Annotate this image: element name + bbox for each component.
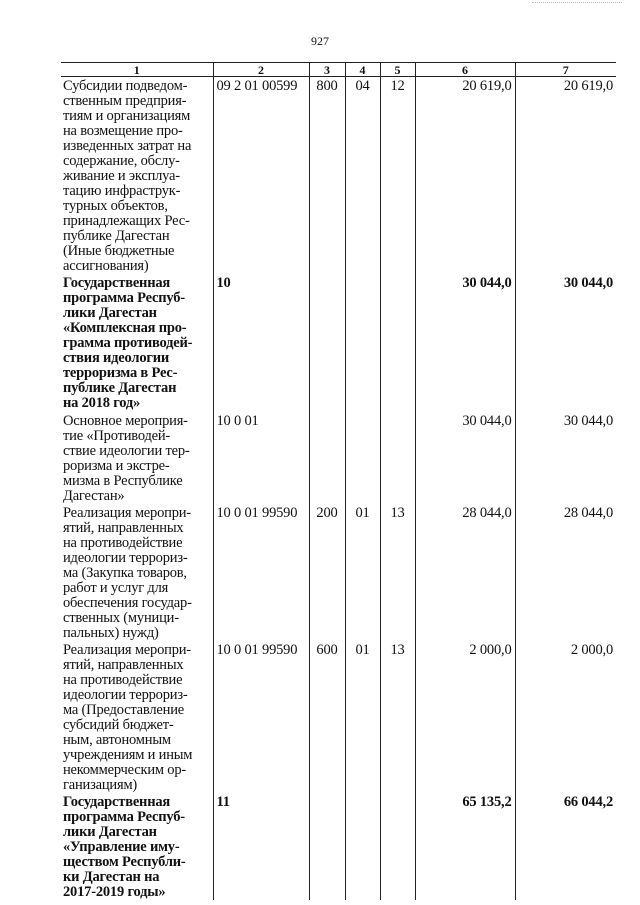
row-rz: [345, 412, 380, 504]
row-pr: [380, 412, 415, 504]
table-header-row: [61, 63, 616, 77]
table-row: [61, 504, 616, 641]
row-code: 10 0 01 99590: [213, 504, 309, 641]
column-header: 2: [213, 63, 309, 77]
table-row: [61, 641, 616, 793]
row-rz: 01: [345, 641, 380, 793]
row-pr: [380, 274, 415, 412]
row-sum-1: 28 044,0: [415, 504, 515, 641]
row-code: 11: [213, 793, 309, 900]
row-pr: [380, 793, 415, 900]
row-name: Реализация меропри- ятий, направленных на противодействие идеологии террориз‑ ма (Закупка товаров, работ и услуг для обеспечения государ- ственных (муници- пальных) нужд): [63, 505, 192, 641]
row-rz: [345, 274, 380, 412]
table-row: [61, 793, 616, 900]
budget-table: [61, 62, 616, 900]
row-name: Государственная программа Респуб- лики Дагестан «Комплексная про- грамма противодей- ствия идеологии терроризма в Рес- публике Дагестан на 2018 год»: [63, 275, 193, 411]
row-vr: [309, 412, 345, 504]
row-name: Государственная программа Респуб- лики Дагестан «Управление иму- ществом Республи- ки Дагестан на 2017-2019 годы»: [63, 794, 186, 900]
row-code: 10: [213, 274, 309, 412]
row-rz: [345, 793, 380, 900]
scan-edge-mark: [532, 2, 622, 3]
table-row: [61, 412, 616, 504]
row-sum-2: 2 000,0: [515, 641, 616, 793]
row-vr: 600: [309, 641, 345, 793]
row-sum-2: 66 044,2: [515, 793, 616, 900]
column-header: 3: [309, 63, 345, 77]
row-name: Реализация меропри- ятий, направленных на противодействие идеологии террориз‑ ма (Предоставление субсидий бюджет- ным, автономным учреждениям и иным некоммерческим ор- ганизациям): [63, 642, 193, 793]
row-sum-1: 65 135,2: [415, 793, 515, 900]
column-header: 6: [415, 63, 515, 77]
row-name: Субсидии подведом- ственным предприя- тиям и организациям на возмещение про- изведенных затрат на содержание, обслу- живание и эксплуа- тацию инфраструк- турных объектов, принадлежащих Рес- публике Дагестан (Иные бюджетные ассигнования): [63, 78, 192, 274]
table-row: [61, 77, 616, 275]
table-row: [61, 274, 616, 412]
row-vr: [309, 274, 345, 412]
row-vr: 200: [309, 504, 345, 641]
column-header: 5: [380, 63, 415, 77]
row-rz: 04: [345, 77, 380, 275]
column-header: 1: [61, 63, 213, 77]
row-sum-1: 2 000,0: [415, 641, 515, 793]
row-sum-1: 30 044,0: [415, 412, 515, 504]
row-pr: 12: [380, 77, 415, 275]
row-sum-2: 28 044,0: [515, 504, 616, 641]
row-sum-2: 30 044,0: [515, 274, 616, 412]
row-sum-1: 30 044,0: [415, 274, 515, 412]
row-pr: 13: [380, 641, 415, 793]
row-vr: [309, 793, 345, 900]
row-vr: 800: [309, 77, 345, 275]
row-code: 09 2 01 00599: [213, 77, 309, 275]
row-sum-2: 20 619,0: [515, 77, 616, 275]
row-code: 10 0 01: [213, 412, 309, 504]
row-sum-1: 20 619,0: [415, 77, 515, 275]
column-header: 4: [345, 63, 380, 77]
row-pr: 13: [380, 504, 415, 641]
column-header: 7: [515, 63, 616, 77]
row-sum-2: 30 044,0: [515, 412, 616, 504]
row-code: 10 0 01 99590: [213, 641, 309, 793]
row-rz: 01: [345, 504, 380, 641]
page-number: 927: [311, 34, 329, 48]
row-name: Основное мероприя- тие «Противодей- ствие идеологии тер- роризма и экстре- мизма в Республике Дагестан»: [63, 413, 190, 504]
